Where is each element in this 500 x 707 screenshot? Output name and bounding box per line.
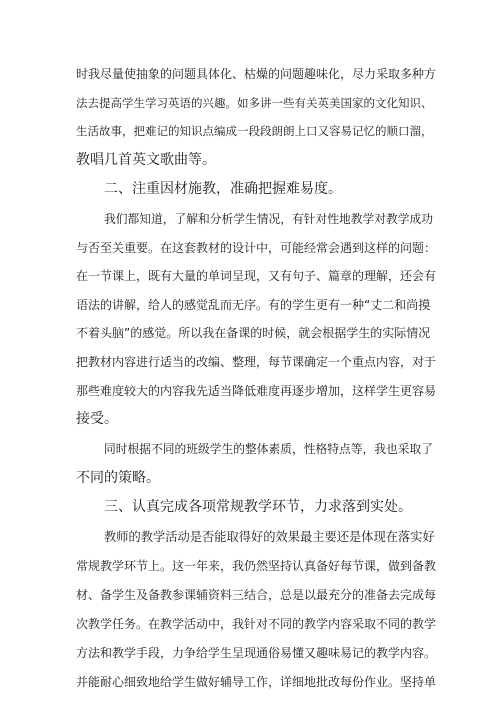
paragraph-6-line-2: 常规教学环节上。这一年来，我仍然坚持认真备好每节课，做到备教 [76, 559, 437, 573]
section-heading-2: 二、注重因材施教，准确把握难易度。 [104, 181, 342, 197]
paragraph-6-line-1: 教师的教学活动是否能取得好的效果最主要还是体现在落实好 [104, 530, 435, 544]
paragraph-4-line-2: 不同的策略。 [76, 470, 160, 486]
section-heading-3: 三、认真完成各项常规教学环节，力求落到实处。 [104, 499, 412, 515]
paragraph-6-line-4: 次教学任务。在教学活动中，我针对不同的教学内容采取不同的教学 [76, 617, 437, 631]
paragraph-3-line-3: 在一节课上，既有大量的单词呈现，又有句子、篇章的理解，还会有 [76, 269, 437, 283]
paragraph-1-line-1: 时我尽量使抽象的问题具体化、枯燥的问题趣味化，尽力采取多种方 [76, 67, 437, 81]
paragraph-3-line-7: 那些难度较大的内容我先适当降低难度再逐步增加，这样学生更容易 [76, 384, 437, 398]
paragraph-6-line-3: 材、备学生及备教参课辅资料三结合，总是以最充分的准备去完成每 [76, 588, 437, 602]
paragraph-1-line-3: 生活故事，把难记的知识点编成一段段朗朗上口又容易记忆的顺口溜， [76, 124, 433, 138]
paragraph-3-line-8: 接受。 [76, 411, 118, 427]
paragraph-6-line-6: 并能耐心细致地给学生做好辅导工作，详细地批改每份作业。坚持单 [76, 675, 437, 689]
paragraph-3-line-6: 把教材内容进行适当的改编、整理，每节课确定一个重点内容，对于 [76, 355, 437, 369]
paragraph-1-line-4: 教唱几首英文歌曲等。 [76, 152, 216, 168]
paragraph-4-line-1: 同时根据不同的班级学生的整体素质，性格特点等，我也采取了 [104, 442, 433, 456]
paragraph-3-line-4: 语法的讲解，给人的感觉乱而无序。有的学生更有一种“丈二和尚摸 [76, 298, 431, 312]
paragraph-6-line-5: 方法和教学手段，力争给学生呈现通俗易懂又趣味易记的教学内容。 [76, 646, 437, 660]
paragraph-3-line-5: 不着头脑”的感觉。所以我在备课的时候，就会根据学生的实际情况 [76, 326, 431, 340]
paragraph-1-line-2: 法去提高学生学习英语的兴趣。如多讲一些有关英美国家的文化知识、 [76, 96, 433, 110]
paragraph-3-line-1: 我们都知道，了解和分析学生情况，有针对性地教学对教学成功 [104, 212, 433, 226]
paragraph-3-line-2: 与否至关重要。在这套教材的设计中，可能经常会遇到这样的问题： [76, 241, 437, 255]
